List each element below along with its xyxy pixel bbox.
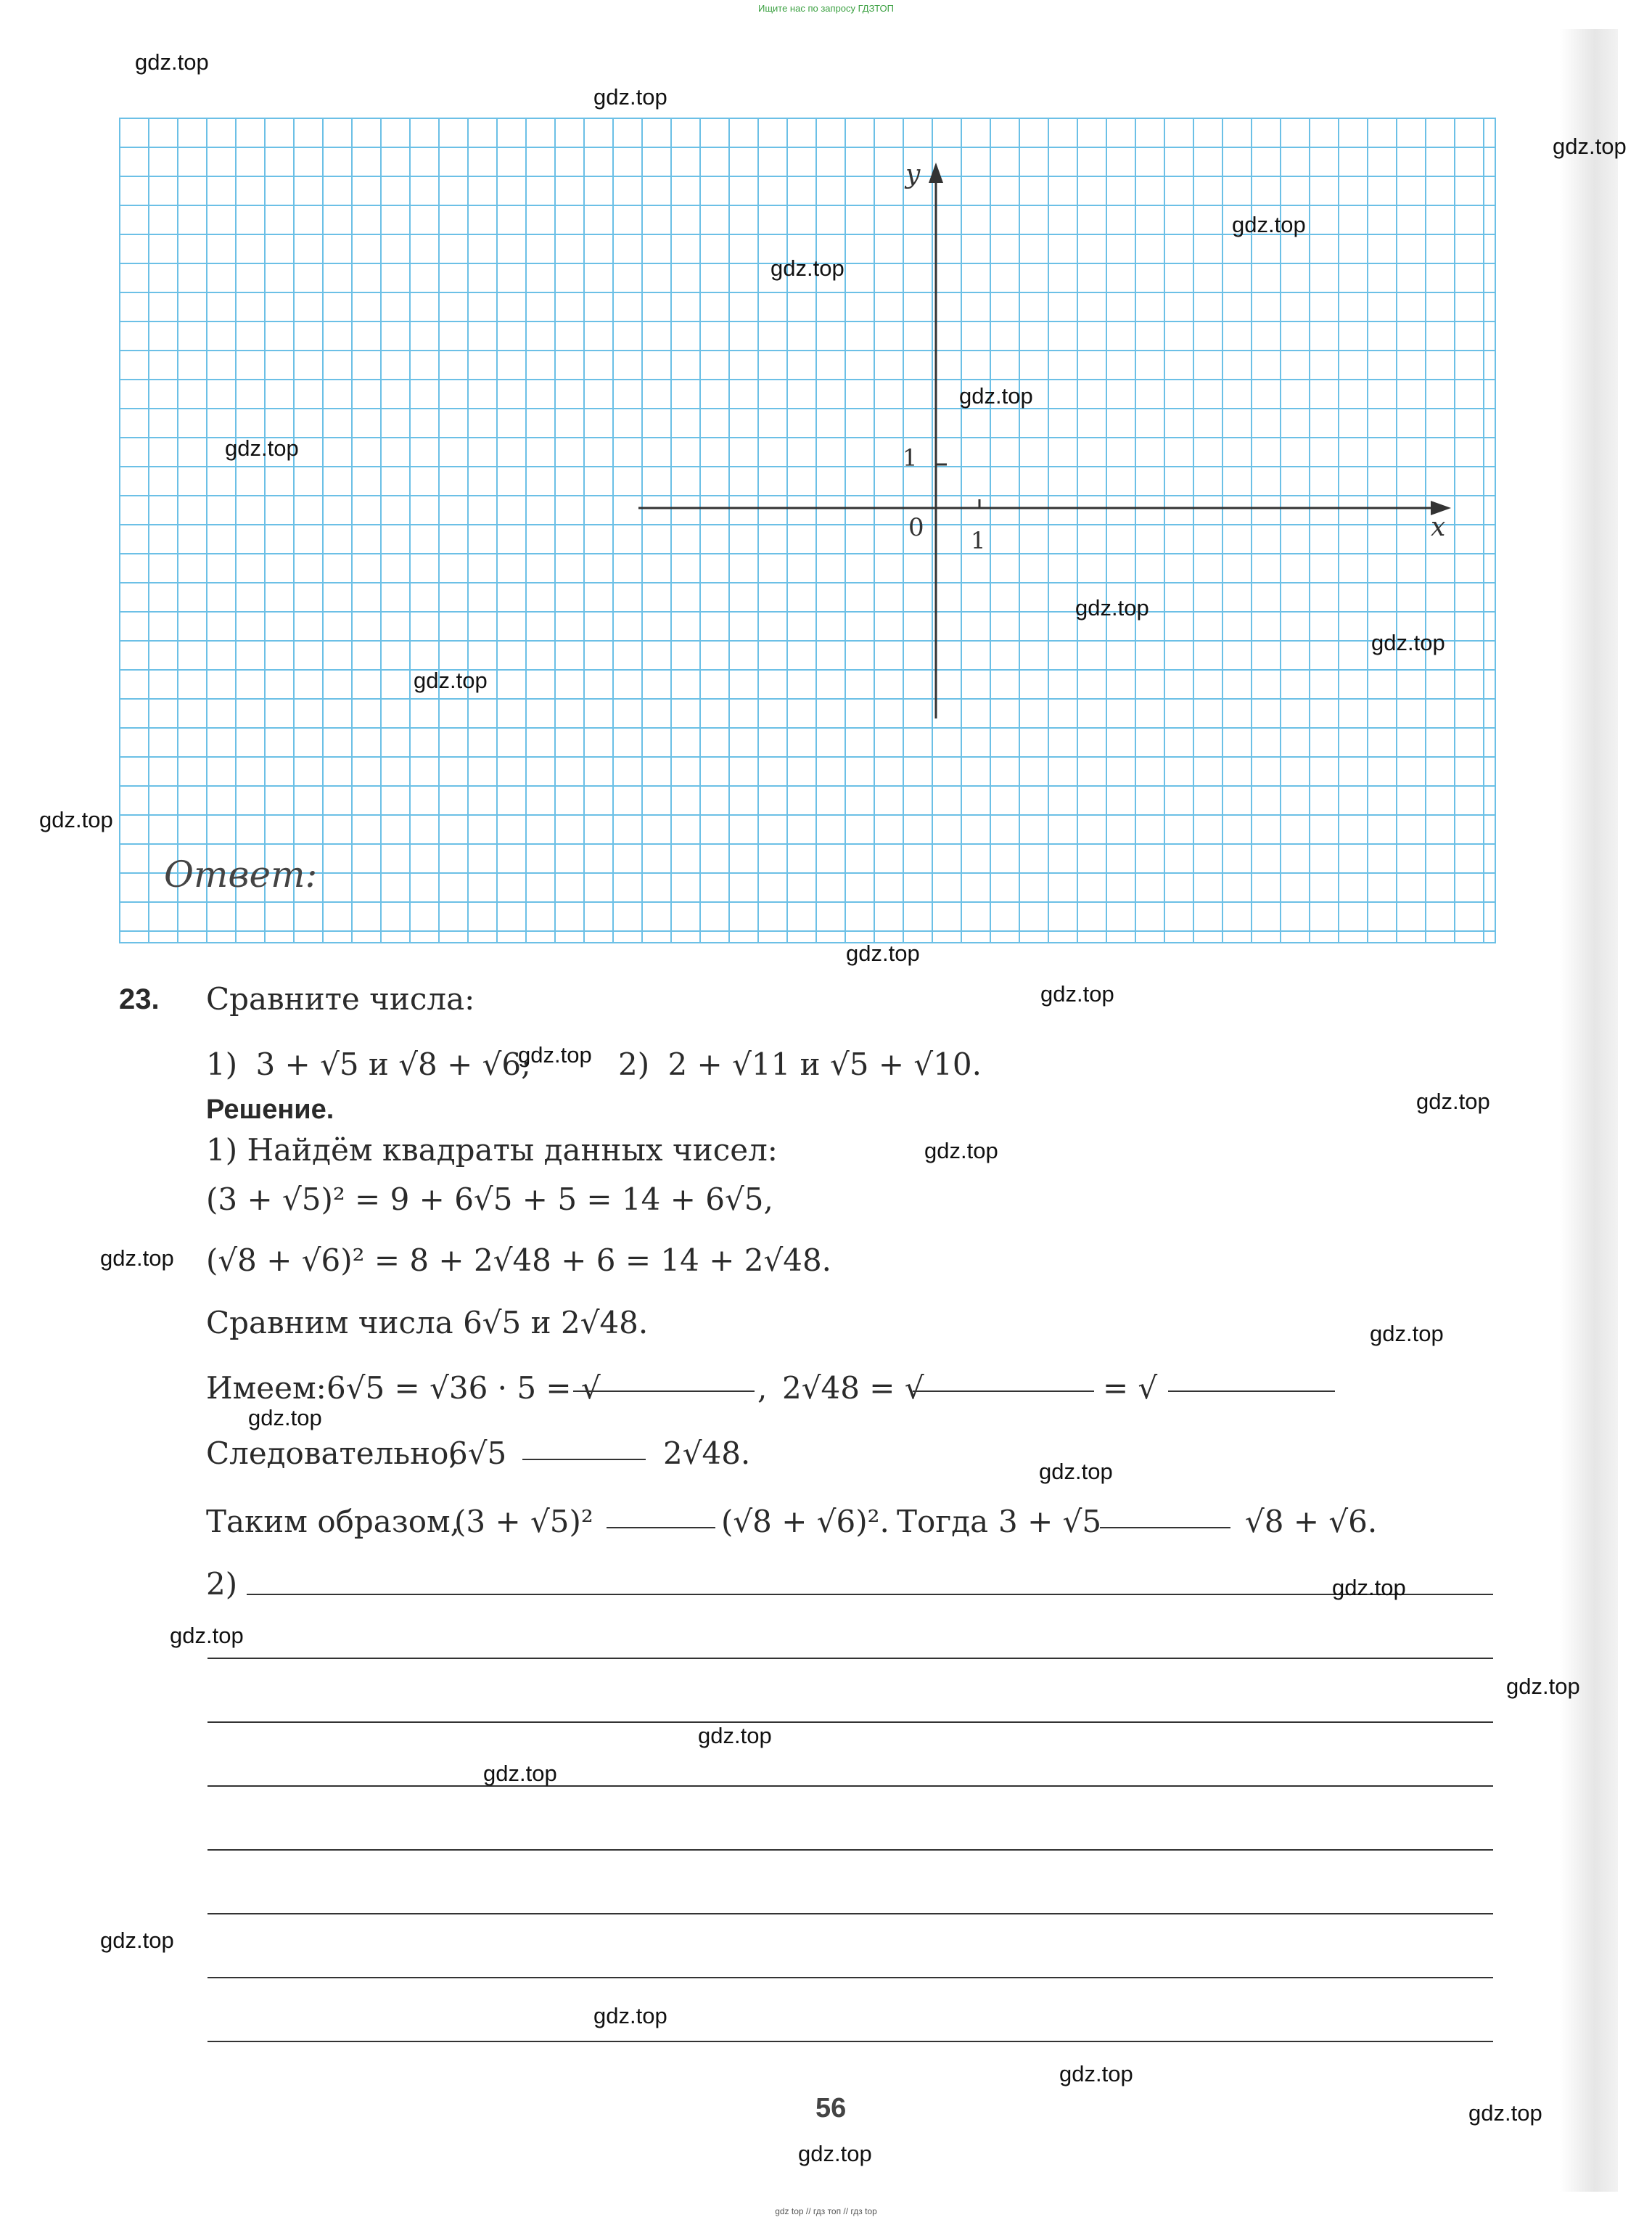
- watermark: gdz.top: [1039, 1459, 1113, 1484]
- watermark: gdz.top: [100, 1928, 174, 1953]
- part2-label: 2): [618, 1046, 650, 1082]
- blank-then[interactable]: [1100, 1527, 1230, 1528]
- watermark: gdz.top: [225, 435, 299, 461]
- answer-label: Ответ:: [164, 853, 318, 896]
- task-number: 23.: [119, 983, 160, 1015]
- then-left: 3 + √5: [998, 1504, 1102, 1539]
- blank-2[interactable]: [913, 1390, 1094, 1392]
- watermark: gdz.top: [39, 807, 113, 832]
- watermark: gdz.top: [1232, 212, 1306, 237]
- watermark: gdz.top: [1040, 981, 1114, 1007]
- watermark: gdz.top: [959, 383, 1033, 409]
- then-right: √8 + √6.: [1245, 1504, 1378, 1539]
- watermark: gdz.top: [770, 255, 845, 281]
- watermark: gdz.top: [1468, 2100, 1542, 2126]
- part1-label: 1): [206, 1046, 238, 1082]
- watermark: gdz.top: [1371, 630, 1445, 655]
- x-unit-label: 1: [971, 527, 986, 554]
- watermark: gdz.top: [1332, 1575, 1406, 1600]
- watermark: gdz.top: [1075, 595, 1149, 620]
- watermark: gdz.top: [1370, 1321, 1444, 1346]
- watermark: gdz.top: [135, 49, 209, 75]
- watermark: gdz.top: [248, 1405, 322, 1430]
- equation-1: (3 + √5)² = 9 + 6√5 + 5 = 14 + 6√5,: [206, 1181, 773, 1217]
- answer-line-8[interactable]: [207, 2041, 1493, 2042]
- task-prompt: Сравните числа:: [206, 981, 475, 1017]
- watermark: gdz.top: [924, 1138, 998, 1163]
- solution-step1: 1) Найдём квадраты данных чисел:: [206, 1132, 778, 1168]
- y-unit-label: 1: [903, 444, 918, 472]
- answer-line-7[interactable]: [207, 1977, 1493, 1978]
- compare-line: Сравним числа 6√5 и 2√48.: [206, 1305, 649, 1340]
- watermark: gdz.top: [518, 1042, 592, 1068]
- footer-note: gdz top // гдз топ // гдз top: [775, 2206, 877, 2216]
- solution-label: Решение.: [206, 1094, 334, 1125]
- watermark: gdz.top: [798, 2141, 872, 2166]
- y-axis-label: y: [905, 160, 921, 189]
- watermark: gdz.top: [170, 1623, 244, 1648]
- watermark: gdz.top: [846, 941, 920, 966]
- coordinate-axes: [0, 0, 1652, 943]
- watermark: gdz.top: [1506, 1674, 1580, 1699]
- have-expression-2: 2√48 = √: [782, 1370, 924, 1406]
- watermark: gdz.top: [100, 1245, 174, 1271]
- answer-line-4[interactable]: [207, 1785, 1493, 1787]
- blank-3[interactable]: [1168, 1390, 1335, 1392]
- therefore-right: 2√48.: [663, 1435, 751, 1471]
- thus-mid: (√8 + √6)².: [721, 1504, 889, 1539]
- answer-line-6[interactable]: [207, 1913, 1493, 1914]
- blank-therefore[interactable]: [522, 1459, 646, 1460]
- therefore-prefix: Следовательно,: [206, 1435, 459, 1471]
- watermark: gdz.top: [414, 668, 488, 693]
- part2-expression: 2 + √11 и √5 + √10.: [667, 1046, 982, 1082]
- have-expression-3: = √: [1103, 1370, 1158, 1406]
- watermark: gdz.top: [593, 84, 667, 110]
- blank-1[interactable]: [573, 1390, 755, 1392]
- blank-thus[interactable]: [607, 1527, 715, 1528]
- therefore-left: 6√5: [448, 1435, 507, 1471]
- task-part2: [618, 1046, 982, 1082]
- have-prefix: Имеем:: [206, 1370, 326, 1406]
- watermark: gdz.top: [1416, 1089, 1490, 1114]
- y-axis-arrow: [929, 163, 943, 183]
- equation-2: (√8 + √6)² = 8 + 2√48 + 6 = 14 + 2√48.: [206, 1242, 832, 1278]
- page-number: 56: [815, 2093, 847, 2123]
- watermark: gdz.top: [1553, 134, 1627, 159]
- comma: ,: [757, 1370, 768, 1406]
- header-note: Ищите нас по запросу ГДЗТОП: [757, 3, 894, 14]
- answer-line-5[interactable]: [207, 1849, 1493, 1851]
- task-part1: [206, 1046, 531, 1082]
- answer-line-2[interactable]: [207, 1658, 1493, 1659]
- watermark: gdz.top: [593, 2003, 667, 2028]
- part2-start: 2): [206, 1566, 238, 1602]
- origin-label: 0: [908, 513, 924, 542]
- thus-left: (3 + √5)²: [454, 1504, 593, 1539]
- then-word: Тогда: [897, 1504, 989, 1539]
- part1-expression: 3 + √5 и √8 + √6;: [255, 1046, 532, 1082]
- x-axis-label: x: [1431, 512, 1446, 542]
- watermark: gdz.top: [483, 1761, 557, 1786]
- answer-line-3[interactable]: [207, 1721, 1493, 1723]
- answer-line-1[interactable]: [247, 1594, 1493, 1595]
- thus-prefix: Таким образом,: [206, 1504, 461, 1539]
- watermark: gdz.top: [1059, 2061, 1133, 2086]
- watermark: gdz.top: [698, 1723, 772, 1748]
- have-expression-1: 6√5 = √36 · 5 = √: [326, 1370, 601, 1406]
